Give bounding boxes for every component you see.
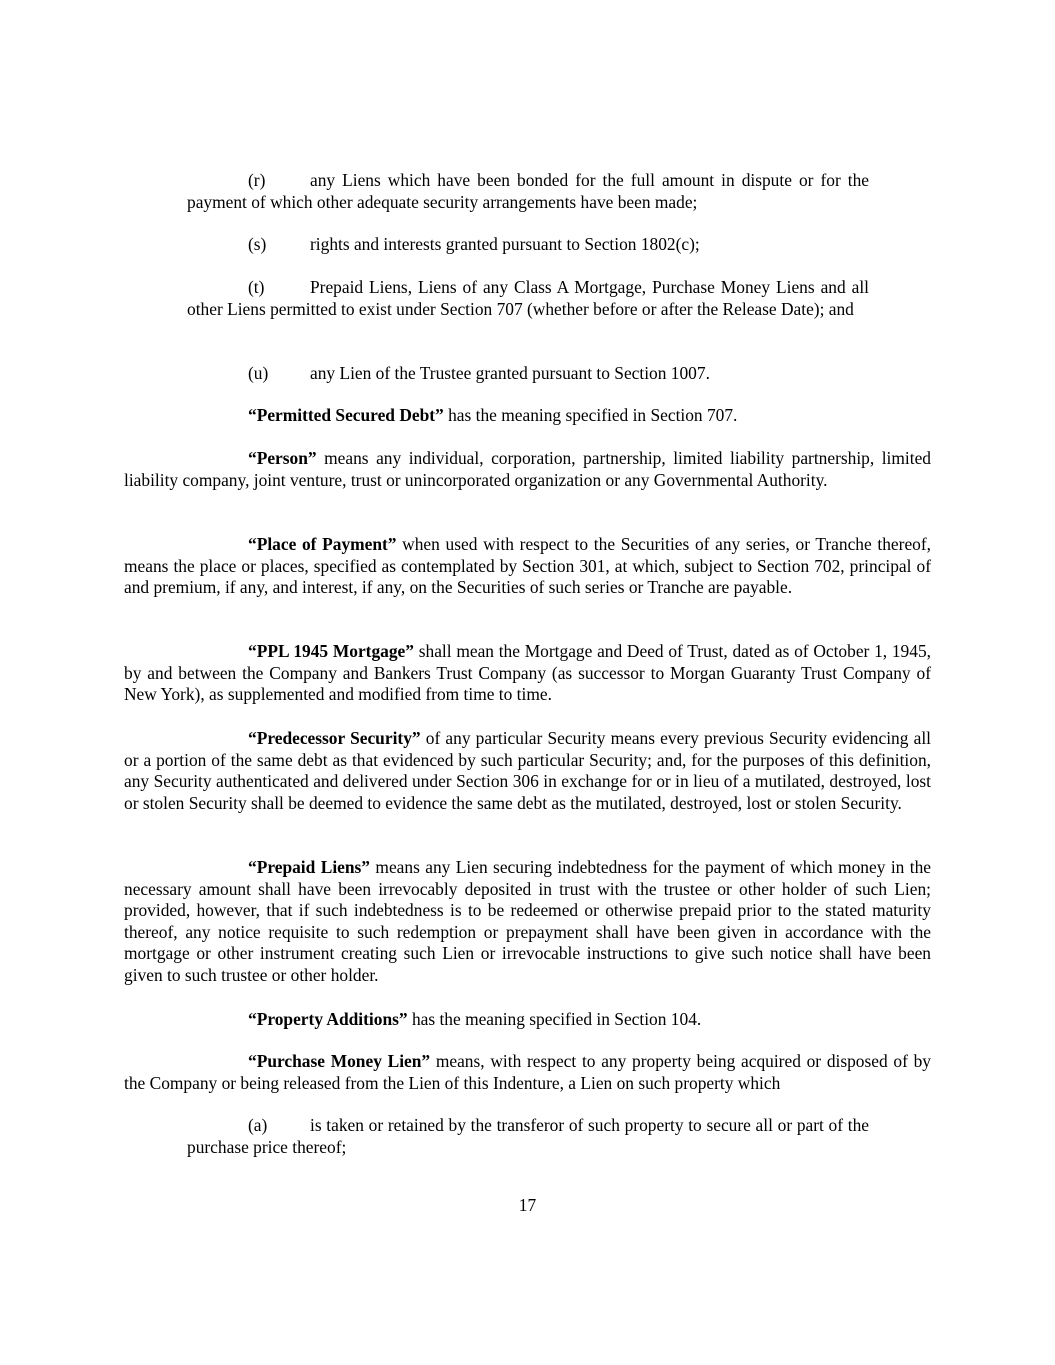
item-marker: (a)	[248, 1115, 268, 1135]
list-item-t	[187, 277, 869, 320]
definition-text: means, with respect to any property being acquired or disposed of by the Company or being released from the Lien of this Indenture, a Lien on such property which	[124, 1051, 932, 1093]
definition-prepaid-liens	[124, 857, 931, 987]
definition-term: “Permitted Secured Debt”	[248, 405, 444, 425]
definition-purchase-money-lien	[124, 1051, 931, 1094]
definition-text: shall mean the Mortgage and Deed of Trust, dated as of October 1, 1945, by and between the Company and Bankers Trust Company (as successor to Morgan Guaranty Trust Company of New York), as supplemented and modified from time to time.	[124, 641, 931, 705]
definition-ppl-1945-mortgage	[124, 641, 931, 706]
item-text: is taken or retained by the transferor of such property to secure all or part of the purchase price thereof;	[187, 1115, 869, 1157]
definition-text: has the meaning specified in Section 707.	[443, 405, 738, 425]
item-text: any Liens which have been bonded for the full amount in dispute or for the payment of which other adequate security arrangements have been made;	[187, 170, 869, 212]
item-marker: (u)	[248, 363, 269, 383]
definition-term: “Prepaid Liens”	[248, 857, 371, 877]
list-item-a	[187, 1115, 869, 1158]
item-marker: (t)	[248, 277, 265, 297]
definition-text: of any particular Security means every previous Security evidencing all or a portion of the same debt as that evidenced by such particular Security; and, for the purposes of this definition, any Security authenticated and delivered under Section 306 in exchange for or in lieu of a mutilated, destroyed, lost or stolen Security shall be deemed to evidence the same debt as the mutilated, destroyed, lost or stolen Security.	[124, 728, 931, 813]
definition-term: “Purchase Money Lien”	[248, 1051, 431, 1071]
definition-predecessor-security	[124, 728, 931, 814]
definition-text: means any individual, corporation, partnership, limited liability partnership, limited liability company, joint venture, trust or unincorporated organization or any Governmental Authority.	[124, 448, 931, 490]
definition-text: has the meaning specified in Section 104.	[407, 1009, 702, 1029]
definition-person	[124, 448, 931, 491]
definition-permitted-secured-debt	[124, 405, 931, 427]
definition-text: means any Lien securing indebtedness for the payment of which money in the necessary amount shall have been irrevocably deposited in trust with the trustee or other holder of such Lien; provided, however, that if such indebtedness is to be redeemed or otherwise prepaid prior to the stated maturity thereof, any notice requisite to such redemption or prepayment shall have been given in accordance with the mortgage or other instrument creating such Lien or irrevocable instructions to give such notice shall have been given to such trustee or other holder.	[124, 857, 931, 985]
page-number: 17	[518, 1195, 537, 1215]
definition-text: when used with respect to the Securities of any series, or Tranche thereof, means the place or places, specified as contemplated by Section 301, at which, subject to Section 702, principal of and premium, if any, and interest, if any, on the Securities of such series or Tranche are payable.	[124, 534, 931, 598]
list-item-s	[187, 234, 869, 256]
list-item-u	[187, 363, 869, 385]
list-item-r	[187, 170, 869, 213]
item-marker: (r)	[248, 170, 266, 190]
definition-term: “PPL 1945 Mortgage”	[248, 641, 414, 661]
definition-property-additions	[124, 1009, 931, 1031]
definition-term: “Property Additions”	[248, 1009, 408, 1029]
definition-term: “Predecessor Security”	[248, 728, 421, 748]
item-marker: (s)	[248, 234, 267, 254]
definition-term: “Place of Payment”	[248, 534, 397, 554]
item-text: rights and interests granted pursuant to Section 1802(c);	[310, 234, 700, 254]
item-text: any Lien of the Trustee granted pursuant to Section 1007.	[310, 363, 710, 383]
item-text: Prepaid Liens, Liens of any Class A Mortgage, Purchase Money Liens and all other Liens permitted to exist under Section 707 (whether before or after the Release Date); and	[187, 277, 869, 319]
definition-place-of-payment	[124, 534, 931, 599]
definition-term: “Person”	[248, 448, 317, 468]
